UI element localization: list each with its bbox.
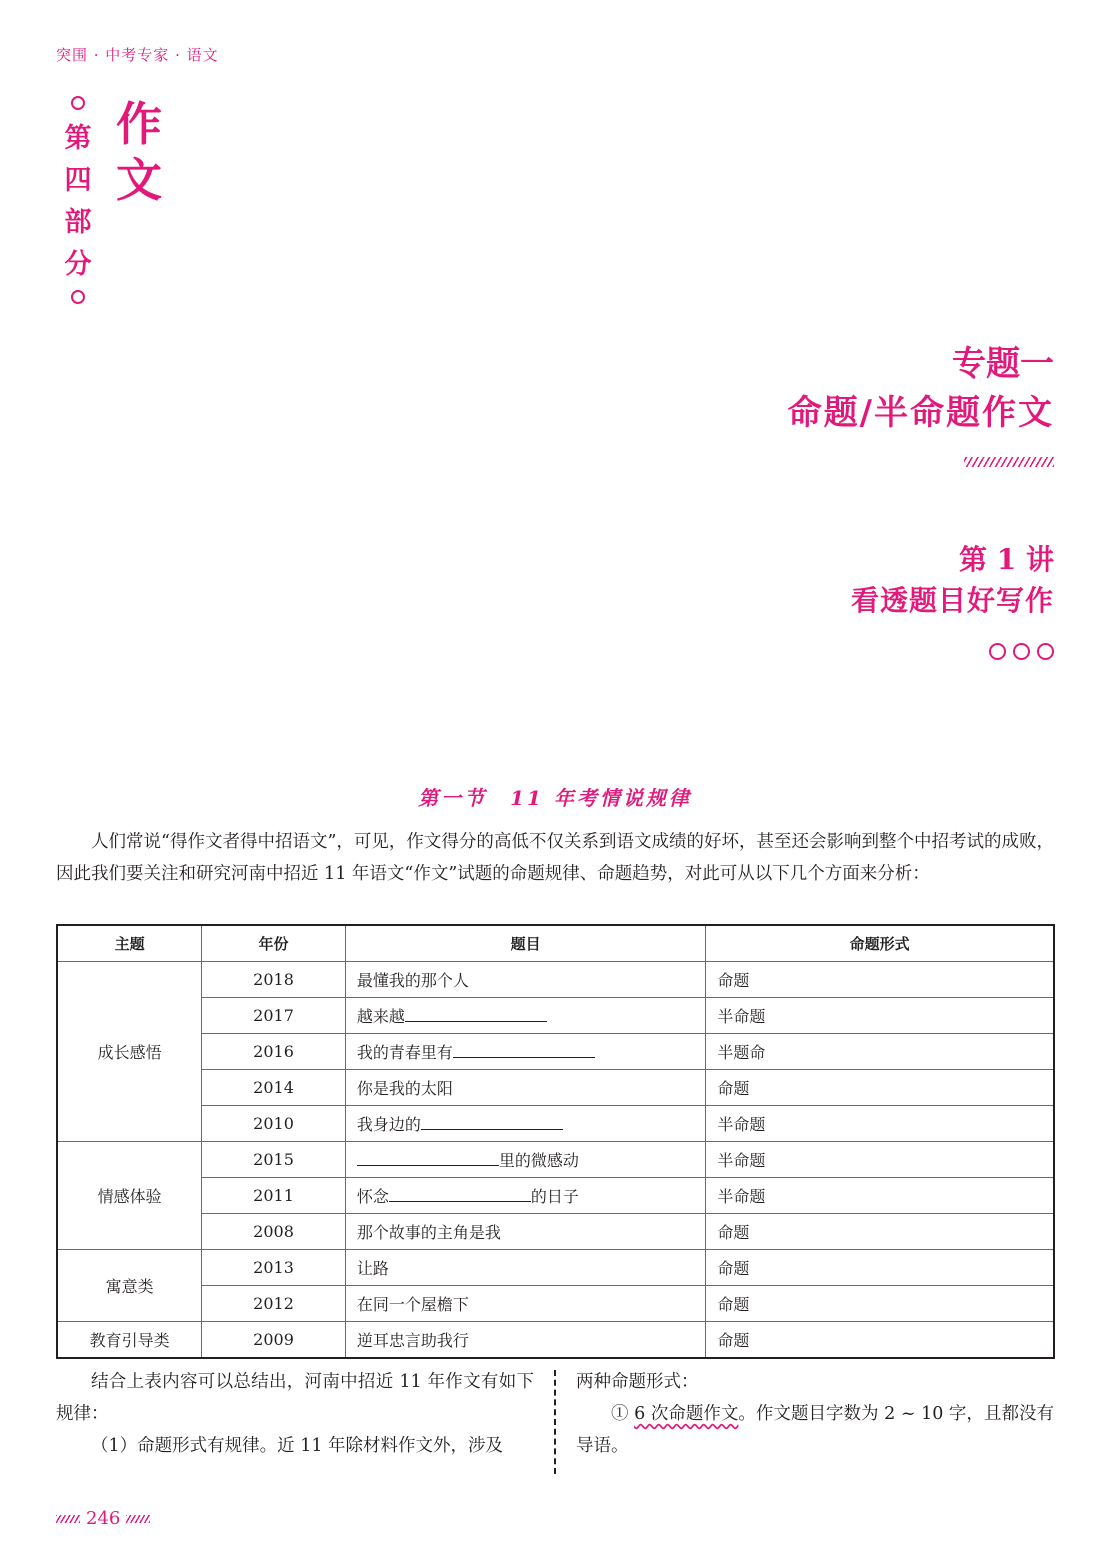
fill-in-blank bbox=[453, 1041, 595, 1058]
title-cell bbox=[345, 1178, 705, 1214]
title-cell bbox=[345, 1070, 705, 1106]
form-cell: 半命题 bbox=[706, 998, 1054, 1034]
table-header-row bbox=[57, 925, 1054, 962]
part-char: 部 bbox=[64, 207, 92, 238]
year-cell: 2016 bbox=[202, 1034, 346, 1070]
form-cell: 半题命 bbox=[706, 1034, 1054, 1070]
title-text: 你是我的太阳 bbox=[356, 1079, 453, 1098]
title-text: 逆耳忠言助我行 bbox=[356, 1331, 469, 1350]
theme-cell: 教育引导类 bbox=[57, 1322, 202, 1359]
year-cell: 2009 bbox=[202, 1322, 346, 1359]
circle-ornament-icon bbox=[71, 96, 85, 110]
year-cell: 2014 bbox=[202, 1070, 346, 1106]
page-footer bbox=[56, 1508, 150, 1529]
title-text: 在同一个屋檐下 bbox=[356, 1295, 469, 1314]
column-header: 年份 bbox=[202, 925, 346, 962]
rule-paragraph: （1）命题形式有规律。近 11 年除材料作文外，涉及 bbox=[91, 1436, 504, 1456]
fill-in-blank bbox=[357, 1149, 499, 1166]
title-text: 我的青春里有 bbox=[356, 1043, 453, 1062]
part-label bbox=[58, 96, 98, 304]
year-cell: 2011 bbox=[202, 1178, 346, 1214]
page-number: 246 bbox=[86, 1508, 121, 1529]
circle-ornament-icon bbox=[71, 290, 85, 304]
year-cell: 2017 bbox=[202, 998, 346, 1034]
circle-ornament-row bbox=[989, 643, 1054, 660]
title-cell bbox=[345, 1142, 705, 1178]
hatch-ornament bbox=[56, 1515, 80, 1523]
table-row bbox=[57, 1214, 1054, 1250]
title-cell bbox=[345, 962, 705, 998]
theme-cell: 寓意类 bbox=[57, 1250, 202, 1322]
form-cell: 半命题 bbox=[706, 1178, 1054, 1214]
title-cell bbox=[345, 1322, 705, 1359]
circle-ornament-icon bbox=[1013, 643, 1030, 660]
continuation-text: 两种命题形式： bbox=[576, 1372, 699, 1392]
topic-number: 专题一 bbox=[952, 344, 1054, 384]
summary-paragraph: 结合上表内容可以总结出，河南中招近 11 年作文有如下规律： bbox=[56, 1372, 534, 1424]
title-cell bbox=[345, 1106, 705, 1142]
table-row bbox=[57, 1322, 1054, 1359]
topic-heading bbox=[788, 340, 1054, 438]
title-text: 让路 bbox=[356, 1259, 389, 1278]
rule-item bbox=[576, 1398, 1054, 1462]
emphasis-text: 6 次命题作文 bbox=[634, 1404, 739, 1424]
table-row bbox=[57, 1034, 1054, 1070]
part-char: 四 bbox=[64, 165, 92, 196]
topic-title: 命题/半命题作文 bbox=[787, 393, 1054, 433]
summary-left-column bbox=[56, 1366, 534, 1462]
table-row bbox=[57, 1106, 1054, 1142]
item-text: 。作文题目字数为 2 ~ 10 字，且都没有导语。 bbox=[576, 1404, 1054, 1456]
column-header: 主题 bbox=[57, 925, 202, 962]
title-text: 最懂我的那个人 bbox=[356, 971, 469, 990]
theme-cell: 情感体验 bbox=[57, 1142, 202, 1250]
item-marker: ① bbox=[611, 1404, 629, 1424]
section-name bbox=[116, 96, 162, 208]
title-cell bbox=[345, 1214, 705, 1250]
table-row bbox=[57, 1286, 1054, 1322]
title-cell bbox=[345, 1250, 705, 1286]
year-cell: 2018 bbox=[202, 962, 346, 998]
title-text-suffix: 的日子 bbox=[530, 1187, 579, 1206]
table-row bbox=[57, 962, 1054, 998]
fill-in-blank bbox=[389, 1185, 531, 1202]
form-cell: 命题 bbox=[706, 1214, 1054, 1250]
lecture-title: 看透题目好写作 bbox=[850, 584, 1054, 617]
year-cell: 2013 bbox=[202, 1250, 346, 1286]
title-cell bbox=[345, 1034, 705, 1070]
circle-ornament-icon bbox=[989, 643, 1006, 660]
title-text: 怀念 bbox=[356, 1187, 389, 1206]
fill-in-blank bbox=[405, 1005, 547, 1022]
title-cell bbox=[345, 1286, 705, 1322]
exam-topics-table bbox=[56, 924, 1055, 1359]
table-body bbox=[57, 962, 1054, 1359]
title-text: 越来越 bbox=[356, 1007, 405, 1026]
title-cell bbox=[345, 998, 705, 1034]
section-title: 第一节 11 年考情说规律 bbox=[418, 786, 692, 810]
section-name-char: 作 bbox=[116, 97, 162, 151]
part-char: 分 bbox=[64, 249, 92, 280]
column-divider bbox=[554, 1370, 556, 1474]
year-cell: 2008 bbox=[202, 1214, 346, 1250]
form-cell: 半命题 bbox=[706, 1142, 1054, 1178]
table-row bbox=[57, 1250, 1054, 1286]
table-row bbox=[57, 1178, 1054, 1214]
form-cell: 命题 bbox=[706, 1286, 1054, 1322]
summary-right-column bbox=[576, 1366, 1054, 1462]
book-series-header: 突围 · 中考专家 · 语文 bbox=[56, 46, 219, 64]
title-text-suffix: 里的微感动 bbox=[498, 1151, 579, 1170]
form-cell: 命题 bbox=[706, 1250, 1054, 1286]
theme-cell: 成长感悟 bbox=[57, 962, 202, 1142]
part-char: 第 bbox=[64, 123, 92, 154]
hatch-ornament bbox=[126, 1515, 150, 1523]
form-cell: 命题 bbox=[706, 962, 1054, 998]
year-cell: 2010 bbox=[202, 1106, 346, 1142]
column-header: 题目 bbox=[345, 925, 705, 962]
year-cell: 2012 bbox=[202, 1286, 346, 1322]
circle-ornament-icon bbox=[1037, 643, 1054, 660]
form-cell: 命题 bbox=[706, 1322, 1054, 1359]
table-row bbox=[57, 1070, 1054, 1106]
section-name-char: 文 bbox=[116, 153, 162, 207]
table-row bbox=[57, 1142, 1054, 1178]
lecture-heading bbox=[851, 540, 1054, 622]
table-row bbox=[57, 998, 1054, 1034]
fill-in-blank bbox=[421, 1113, 563, 1130]
column-header: 命题形式 bbox=[706, 925, 1054, 962]
intro-paragraph: 人们常说“得作文者得中招语文”，可见，作文得分的高低不仅关系到语文成绩的好坏，甚至还会影响到整个中招考试的成败，因此我们要关注和研究河南中招近 11 年语文“作文”试题的命题规律、命题趋势，对此可从以下几个方面来分析： bbox=[56, 832, 1054, 884]
hatch-divider bbox=[964, 457, 1054, 467]
form-cell: 命题 bbox=[706, 1070, 1054, 1106]
title-text: 那个故事的主角是我 bbox=[356, 1223, 501, 1242]
lecture-number: 第 1 讲 bbox=[959, 543, 1054, 576]
year-cell: 2015 bbox=[202, 1142, 346, 1178]
title-text: 我身边的 bbox=[356, 1115, 421, 1134]
form-cell: 半命题 bbox=[706, 1106, 1054, 1142]
